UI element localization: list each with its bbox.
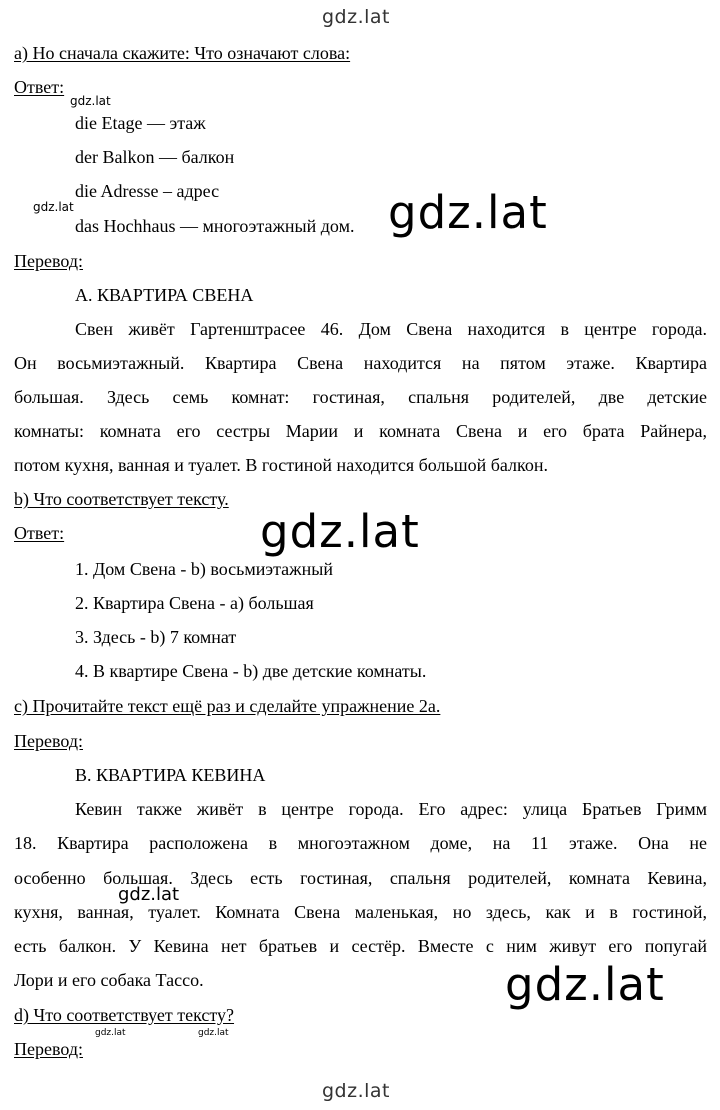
task-a-heading: a) Но сначала скажите: Что означают слова: [14,43,351,63]
answer-item: 2. Квартира Свена - a) большая [75,593,314,613]
answer-item: 4. В квартире Свена - b) две детские комнаты. [75,661,427,681]
watermark-bottom: gdz.lat [322,1080,391,1102]
watermark-small: gdz.lat [70,94,111,108]
watermark-large: gdz.lat [260,505,420,558]
watermark-large: gdz.lat [505,958,665,1011]
paragraph-line: есть балкон. У Кевина нет братьев и сестёр. Вместе с ним живут его попугай [14,936,707,956]
section-b-title: B. КВАРТИРА КЕВИНА [75,765,266,785]
paragraph-line: Лори и его собака Тассо. [14,970,204,990]
paragraph-line: большая. Здесь семь комнат: гостиная, спальня родителей, две детские [14,387,707,407]
task-b-heading: b) Что соответствует тексту. [14,489,229,509]
watermark-small: gdz.lat [33,200,74,214]
paragraph-line: 18. Квартира расположена в многоэтажном доме, на 11 этаже. Она не [14,833,707,853]
paragraph-line: Свен живёт Гартенштрасее 46. Дом Свена находится в центре города. [75,319,707,339]
answer-item: 1. Дом Свена - b) восьмиэтажный [75,559,333,579]
task-d-heading: d) Что соответствует тексту? [14,1005,235,1025]
answer-label: Ответ: [14,77,65,97]
translation-label: Перевод: [14,251,83,271]
paragraph-line: Он восьмиэтажный. Квартира Свена находится на пятом этаже. Квартира [14,353,707,373]
watermark-top: gdz.lat [322,6,391,28]
vocab-item: die Etage — этаж [75,113,206,133]
paragraph-line: особенно большая. Здесь есть гостиная, спальня родителей, комната Кевина, [14,868,707,888]
vocab-item: der Balkon — балкон [75,147,235,167]
section-a-title: А. КВАРТИРА СВЕНА [75,285,254,305]
paragraph-line: комнаты: комната его сестры Марии и комната Свена и его брата Райнера, [14,421,707,441]
watermark-tiny: gdz.lat [198,1028,229,1038]
watermark-medium: gdz.lat [118,884,180,905]
watermark-large: gdz.lat [388,186,548,239]
task-c-heading: c) Прочитайте текст ещё раз и сделайте упражнение 2a. [14,696,441,716]
paragraph-line: Кевин также живёт в центре города. Его адрес: улица Братьев Гримм [75,799,707,819]
paragraph-line: кухня, ванная, туалет. Комната Свена маленькая, но здесь, как и в гостиной, [14,902,707,922]
paragraph-line: потом кухня, ванная и туалет. В гостиной находится большой балкон. [14,455,548,475]
vocab-item: die Adresse – адрес [75,181,220,201]
answer-label: Ответ: [14,523,65,543]
watermark-tiny: gdz.lat [95,1028,126,1038]
translation-label: Перевод: [14,731,83,751]
translation-label: Перевод: [14,1039,83,1059]
answer-item: 3. Здесь - b) 7 комнат [75,627,237,647]
vocab-item: das Hochhaus — многоэтажный дом. [75,216,355,236]
